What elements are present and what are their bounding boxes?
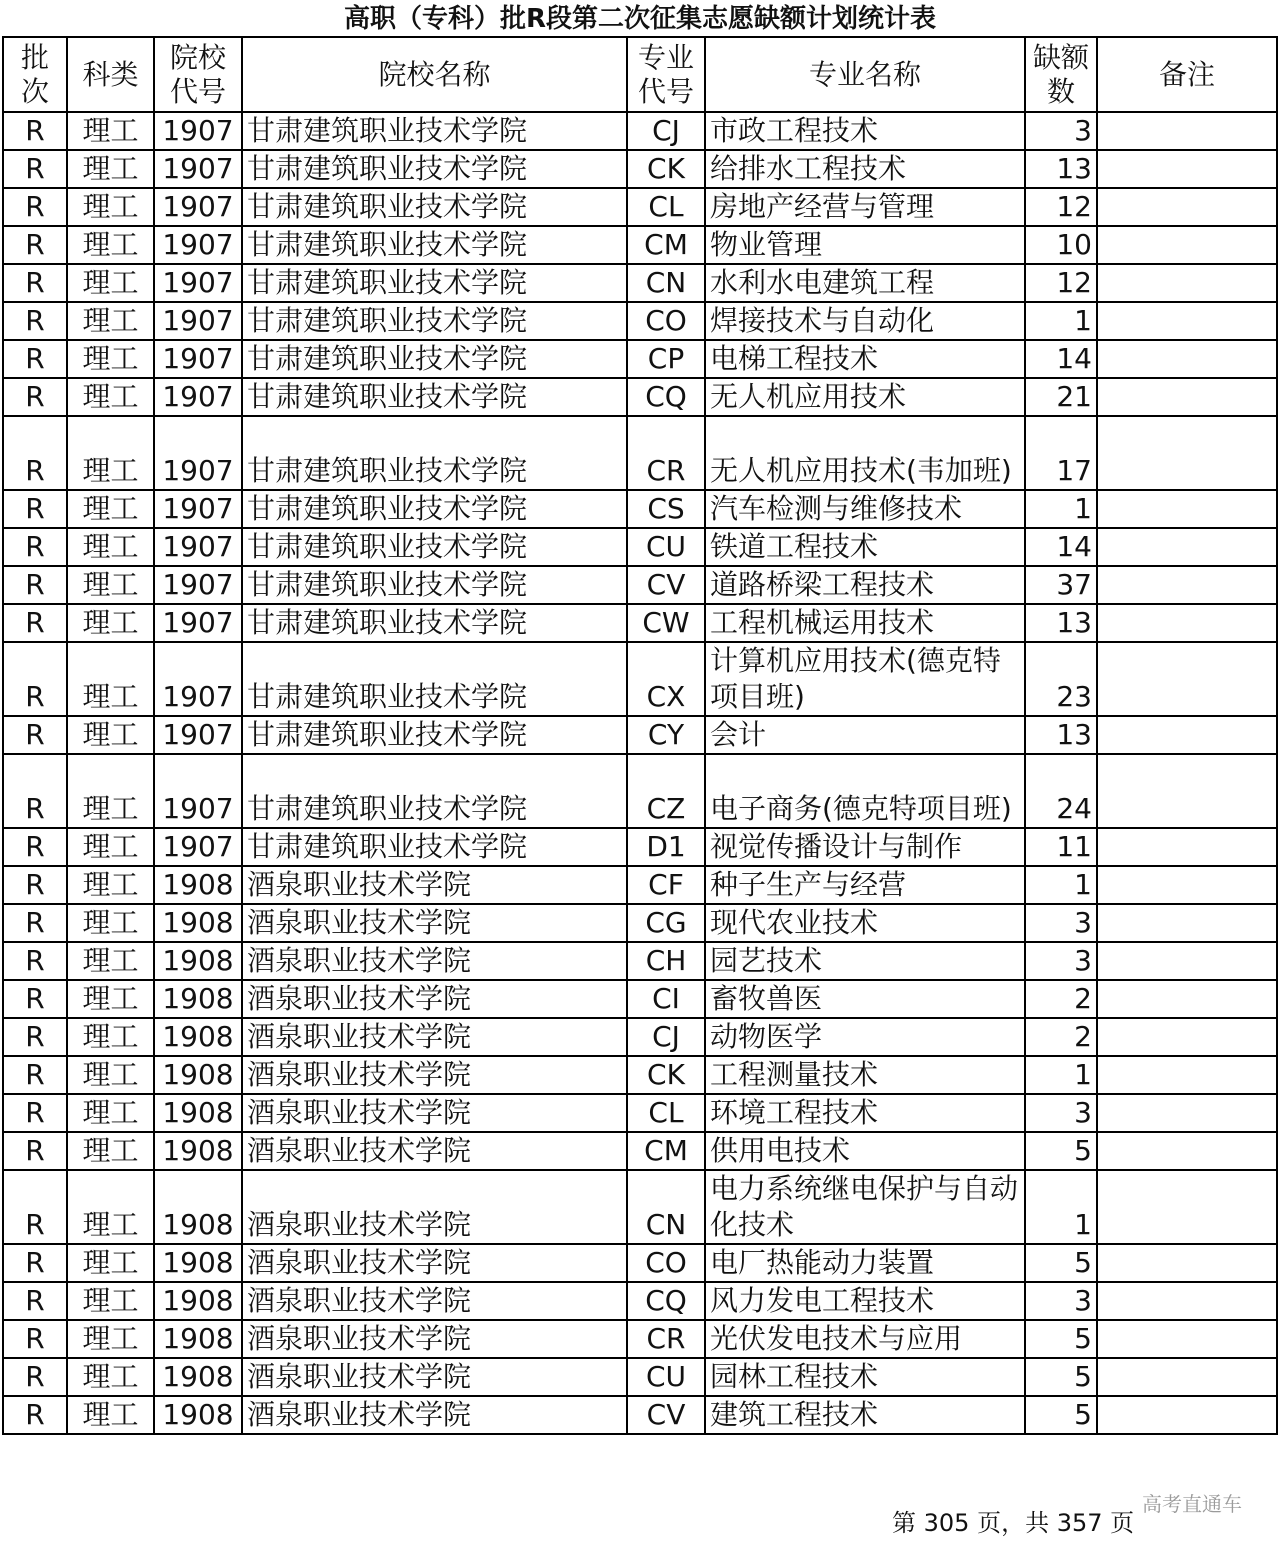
- cell-school-code: 1907: [154, 112, 242, 150]
- page-title: 高职（专科）批R段第二次征集志愿缺额计划统计表: [343, 4, 937, 34]
- cell-note: [1097, 904, 1277, 942]
- cell-major-name: 会计: [705, 716, 1025, 754]
- cell-school-code: 1908: [154, 1396, 242, 1434]
- cell-category: 理工: [67, 828, 154, 866]
- cell-category: 理工: [67, 188, 154, 226]
- cell-school-code: 1908: [154, 904, 242, 942]
- cell-major-name: 无人机应用技术: [705, 378, 1025, 416]
- cell-major-code: CN: [627, 1170, 705, 1244]
- cell-school-code: 1907: [154, 340, 242, 378]
- cell-major-name: 建筑工程技术: [705, 1396, 1025, 1434]
- cell-school-name: 甘肃建筑职业技术学院: [242, 264, 627, 302]
- cell-major-code: CR: [627, 1320, 705, 1358]
- cell-school-name: 甘肃建筑职业技术学院: [242, 226, 627, 264]
- cell-major-name: 电力系统继电保护与自动化技术: [705, 1170, 1025, 1244]
- cell-school-name: 甘肃建筑职业技术学院: [242, 566, 627, 604]
- cell-vacancy: 13: [1025, 716, 1097, 754]
- cell-major-name: 电梯工程技术: [705, 340, 1025, 378]
- header-school-name: 院校名称: [242, 37, 627, 112]
- cell-batch: R: [3, 490, 67, 528]
- cell-vacancy: 1: [1025, 1056, 1097, 1094]
- cell-school-code: 1907: [154, 378, 242, 416]
- cell-school-name: 甘肃建筑职业技术学院: [242, 112, 627, 150]
- cell-batch: R: [3, 1094, 67, 1132]
- table-row: [3, 416, 1277, 490]
- cell-school-code: 1908: [154, 866, 242, 904]
- cell-major-name: 市政工程技术: [705, 112, 1025, 150]
- cell-batch: R: [3, 1358, 67, 1396]
- table-row: [3, 378, 1277, 416]
- cell-vacancy: 14: [1025, 528, 1097, 566]
- table-row: [3, 1056, 1277, 1094]
- cell-school-code: 1907: [154, 264, 242, 302]
- table-row: [3, 1358, 1277, 1396]
- cell-note: [1097, 490, 1277, 528]
- cell-major-name: 道路桥梁工程技术: [705, 566, 1025, 604]
- cell-major-name: 工程测量技术: [705, 1056, 1025, 1094]
- cell-major-code: CN: [627, 264, 705, 302]
- cell-vacancy: 3: [1025, 942, 1097, 980]
- cell-vacancy: 1: [1025, 490, 1097, 528]
- cell-batch: R: [3, 642, 67, 716]
- cell-major-name: 电厂热能动力装置: [705, 1244, 1025, 1282]
- table-row: [3, 604, 1277, 642]
- cell-note: [1097, 716, 1277, 754]
- cell-note: [1097, 150, 1277, 188]
- cell-school-code: 1907: [154, 226, 242, 264]
- cell-major-name: 供用电技术: [705, 1132, 1025, 1170]
- cell-school-name: 甘肃建筑职业技术学院: [242, 754, 627, 828]
- cell-note: [1097, 340, 1277, 378]
- cell-major-code: CL: [627, 188, 705, 226]
- cell-note: [1097, 828, 1277, 866]
- table-row: [3, 1094, 1277, 1132]
- cell-batch: R: [3, 1396, 67, 1434]
- cell-school-code: 1907: [154, 716, 242, 754]
- cell-major-code: CZ: [627, 754, 705, 828]
- cell-school-name: 甘肃建筑职业技术学院: [242, 528, 627, 566]
- cell-vacancy: 10: [1025, 226, 1097, 264]
- cell-category: 理工: [67, 866, 154, 904]
- cell-vacancy: 5: [1025, 1396, 1097, 1434]
- cell-major-code: CI: [627, 980, 705, 1018]
- table-row: [3, 302, 1277, 340]
- table-row: [3, 1396, 1277, 1434]
- cell-category: 理工: [67, 112, 154, 150]
- cell-school-code: 1907: [154, 566, 242, 604]
- cell-category: 理工: [67, 1170, 154, 1244]
- cell-school-name: 酒泉职业技术学院: [242, 1094, 627, 1132]
- cell-note: [1097, 1056, 1277, 1094]
- cell-school-name: 甘肃建筑职业技术学院: [242, 340, 627, 378]
- cell-major-name: 计算机应用技术(德克特项目班): [705, 642, 1025, 716]
- cell-school-code: 1908: [154, 1018, 242, 1056]
- cell-category: 理工: [67, 642, 154, 716]
- cell-vacancy: 3: [1025, 112, 1097, 150]
- cell-batch: R: [3, 866, 67, 904]
- cell-school-code: 1908: [154, 1170, 242, 1244]
- cell-school-name: 甘肃建筑职业技术学院: [242, 716, 627, 754]
- table-row: [3, 828, 1277, 866]
- cell-school-name: 酒泉职业技术学院: [242, 1132, 627, 1170]
- table-row: [3, 1282, 1277, 1320]
- cell-note: [1097, 188, 1277, 226]
- cell-vacancy: 1: [1025, 1170, 1097, 1244]
- cell-vacancy: 12: [1025, 264, 1097, 302]
- cell-school-code: 1907: [154, 828, 242, 866]
- cell-category: 理工: [67, 264, 154, 302]
- cell-note: [1097, 264, 1277, 302]
- table-row: [3, 528, 1277, 566]
- cell-note: [1097, 1358, 1277, 1396]
- cell-major-code: CH: [627, 942, 705, 980]
- header-category: 科类: [67, 37, 154, 112]
- cell-category: 理工: [67, 716, 154, 754]
- cell-school-name: 酒泉职业技术学院: [242, 1396, 627, 1434]
- cell-batch: R: [3, 416, 67, 490]
- table-row: [3, 490, 1277, 528]
- cell-category: 理工: [67, 754, 154, 828]
- table-row: [3, 942, 1277, 980]
- cell-batch: R: [3, 264, 67, 302]
- table-row: [3, 150, 1277, 188]
- cell-category: 理工: [67, 340, 154, 378]
- cell-batch: R: [3, 226, 67, 264]
- cell-major-name: 工程机械运用技术: [705, 604, 1025, 642]
- cell-school-name: 酒泉职业技术学院: [242, 1018, 627, 1056]
- cell-major-code: CJ: [627, 1018, 705, 1056]
- cell-batch: R: [3, 150, 67, 188]
- cell-vacancy: 11: [1025, 828, 1097, 866]
- table-row: [3, 642, 1277, 716]
- cell-category: 理工: [67, 1094, 154, 1132]
- cell-school-name: 甘肃建筑职业技术学院: [242, 642, 627, 716]
- cell-major-name: 光伏发电技术与应用: [705, 1320, 1025, 1358]
- header-vacancy: 缺额数: [1025, 37, 1097, 112]
- cell-vacancy: 2: [1025, 980, 1097, 1018]
- cell-vacancy: 24: [1025, 754, 1097, 828]
- cell-vacancy: 21: [1025, 378, 1097, 416]
- cell-batch: R: [3, 1320, 67, 1358]
- cell-category: 理工: [67, 378, 154, 416]
- cell-major-name: 水利水电建筑工程: [705, 264, 1025, 302]
- cell-major-name: 给排水工程技术: [705, 150, 1025, 188]
- cell-school-code: 1908: [154, 1244, 242, 1282]
- cell-major-code: CJ: [627, 112, 705, 150]
- cell-note: [1097, 642, 1277, 716]
- cell-major-code: CF: [627, 866, 705, 904]
- cell-category: 理工: [67, 1056, 154, 1094]
- cell-major-name: 铁道工程技术: [705, 528, 1025, 566]
- cell-batch: R: [3, 904, 67, 942]
- cell-category: 理工: [67, 566, 154, 604]
- cell-school-name: 酒泉职业技术学院: [242, 942, 627, 980]
- table-row: [3, 1170, 1277, 1244]
- table-row: [3, 866, 1277, 904]
- cell-major-code: CW: [627, 604, 705, 642]
- table-row: [3, 1320, 1277, 1358]
- cell-major-name: 电子商务(德克特项目班): [705, 754, 1025, 828]
- cell-batch: R: [3, 528, 67, 566]
- cell-major-name: 无人机应用技术(韦加班): [705, 416, 1025, 490]
- cell-note: [1097, 942, 1277, 980]
- cell-vacancy: 13: [1025, 150, 1097, 188]
- cell-school-name: 酒泉职业技术学院: [242, 1320, 627, 1358]
- table-row: [3, 340, 1277, 378]
- cell-note: [1097, 528, 1277, 566]
- cell-major-code: CP: [627, 340, 705, 378]
- cell-major-name: 动物医学: [705, 1018, 1025, 1056]
- cell-note: [1097, 566, 1277, 604]
- table-row: [3, 1244, 1277, 1282]
- cell-category: 理工: [67, 226, 154, 264]
- cell-school-code: 1907: [154, 416, 242, 490]
- cell-major-name: 现代农业技术: [705, 904, 1025, 942]
- cell-vacancy: 3: [1025, 904, 1097, 942]
- cell-school-name: 酒泉职业技术学院: [242, 904, 627, 942]
- cell-batch: R: [3, 1018, 67, 1056]
- cell-school-name: 酒泉职业技术学院: [242, 1244, 627, 1282]
- cell-school-name: 酒泉职业技术学院: [242, 866, 627, 904]
- cell-major-code: CQ: [627, 1282, 705, 1320]
- vacancy-table: [2, 36, 1278, 1435]
- cell-school-code: 1908: [154, 1056, 242, 1094]
- cell-major-code: D1: [627, 828, 705, 866]
- cell-school-code: 1907: [154, 642, 242, 716]
- cell-school-code: 1907: [154, 302, 242, 340]
- cell-school-code: 1908: [154, 980, 242, 1018]
- cell-batch: R: [3, 980, 67, 1018]
- cell-batch: R: [3, 604, 67, 642]
- cell-school-name: 甘肃建筑职业技术学院: [242, 302, 627, 340]
- cell-major-code: CO: [627, 302, 705, 340]
- cell-school-name: 甘肃建筑职业技术学院: [242, 604, 627, 642]
- cell-vacancy: 3: [1025, 1094, 1097, 1132]
- header-batch: 批次: [3, 37, 67, 112]
- cell-category: 理工: [67, 150, 154, 188]
- table-row: [3, 904, 1277, 942]
- cell-school-code: 1908: [154, 1132, 242, 1170]
- table-row: [3, 980, 1277, 1018]
- cell-category: 理工: [67, 1132, 154, 1170]
- cell-school-code: 1907: [154, 754, 242, 828]
- cell-school-name: 酒泉职业技术学院: [242, 1170, 627, 1244]
- cell-batch: R: [3, 1132, 67, 1170]
- cell-school-code: 1907: [154, 150, 242, 188]
- cell-vacancy: 23: [1025, 642, 1097, 716]
- cell-category: 理工: [67, 1320, 154, 1358]
- cell-batch: R: [3, 188, 67, 226]
- cell-category: 理工: [67, 302, 154, 340]
- cell-major-name: 焊接技术与自动化: [705, 302, 1025, 340]
- cell-vacancy: 1: [1025, 302, 1097, 340]
- cell-major-name: 风力发电工程技术: [705, 1282, 1025, 1320]
- cell-major-code: CU: [627, 528, 705, 566]
- cell-note: [1097, 754, 1277, 828]
- cell-note: [1097, 302, 1277, 340]
- cell-batch: R: [3, 112, 67, 150]
- cell-batch: R: [3, 1056, 67, 1094]
- header-major-name: 专业名称: [705, 37, 1025, 112]
- cell-major-code: CK: [627, 150, 705, 188]
- cell-note: [1097, 1282, 1277, 1320]
- table-header-row: [3, 37, 1277, 112]
- header-major-code: 专业代号: [627, 37, 705, 112]
- table-row: [3, 188, 1277, 226]
- cell-major-name: 畜牧兽医: [705, 980, 1025, 1018]
- table-row: [3, 754, 1277, 828]
- cell-batch: R: [3, 1282, 67, 1320]
- cell-batch: R: [3, 1244, 67, 1282]
- cell-batch: R: [3, 1170, 67, 1244]
- cell-category: 理工: [67, 1358, 154, 1396]
- cell-note: [1097, 226, 1277, 264]
- cell-school-name: 酒泉职业技术学院: [242, 1282, 627, 1320]
- table-row: [3, 264, 1277, 302]
- header-note: 备注: [1097, 37, 1277, 112]
- cell-school-code: 1907: [154, 528, 242, 566]
- cell-category: 理工: [67, 416, 154, 490]
- cell-major-name: 园艺技术: [705, 942, 1025, 980]
- cell-vacancy: 2: [1025, 1018, 1097, 1056]
- cell-major-code: CL: [627, 1094, 705, 1132]
- cell-major-code: CR: [627, 416, 705, 490]
- cell-major-code: CM: [627, 1132, 705, 1170]
- cell-major-code: CV: [627, 1396, 705, 1434]
- table-row: [3, 1018, 1277, 1056]
- table-row: [3, 566, 1277, 604]
- cell-note: [1097, 866, 1277, 904]
- cell-category: 理工: [67, 528, 154, 566]
- cell-major-code: CM: [627, 226, 705, 264]
- cell-note: [1097, 378, 1277, 416]
- watermark: 高考直通车: [1142, 1492, 1242, 1516]
- cell-batch: R: [3, 566, 67, 604]
- cell-category: 理工: [67, 1282, 154, 1320]
- cell-school-name: 酒泉职业技术学院: [242, 1358, 627, 1396]
- cell-note: [1097, 1018, 1277, 1056]
- cell-major-name: 视觉传播设计与制作: [705, 828, 1025, 866]
- cell-school-name: 酒泉职业技术学院: [242, 980, 627, 1018]
- cell-major-code: CQ: [627, 378, 705, 416]
- cell-note: [1097, 604, 1277, 642]
- cell-batch: R: [3, 302, 67, 340]
- cell-note: [1097, 416, 1277, 490]
- cell-school-code: 1907: [154, 188, 242, 226]
- cell-vacancy: 12: [1025, 188, 1097, 226]
- cell-batch: R: [3, 340, 67, 378]
- cell-note: [1097, 112, 1277, 150]
- cell-category: 理工: [67, 904, 154, 942]
- table-row: [3, 226, 1277, 264]
- cell-vacancy: 5: [1025, 1244, 1097, 1282]
- cell-vacancy: 5: [1025, 1132, 1097, 1170]
- cell-category: 理工: [67, 980, 154, 1018]
- cell-major-name: 房地产经营与管理: [705, 188, 1025, 226]
- cell-major-code: CK: [627, 1056, 705, 1094]
- cell-major-code: CU: [627, 1358, 705, 1396]
- cell-category: 理工: [67, 1018, 154, 1056]
- cell-batch: R: [3, 716, 67, 754]
- cell-vacancy: 3: [1025, 1282, 1097, 1320]
- cell-school-name: 甘肃建筑职业技术学院: [242, 378, 627, 416]
- cell-major-name: 园林工程技术: [705, 1358, 1025, 1396]
- cell-school-code: 1908: [154, 1320, 242, 1358]
- cell-category: 理工: [67, 1244, 154, 1282]
- cell-school-name: 酒泉职业技术学院: [242, 1056, 627, 1094]
- cell-school-name: 甘肃建筑职业技术学院: [242, 490, 627, 528]
- cell-vacancy: 5: [1025, 1358, 1097, 1396]
- cell-major-code: CS: [627, 490, 705, 528]
- cell-vacancy: 1: [1025, 866, 1097, 904]
- cell-category: 理工: [67, 1396, 154, 1434]
- cell-major-name: 环境工程技术: [705, 1094, 1025, 1132]
- cell-note: [1097, 1244, 1277, 1282]
- cell-school-code: 1908: [154, 1358, 242, 1396]
- cell-note: [1097, 1320, 1277, 1358]
- cell-note: [1097, 980, 1277, 1018]
- cell-major-code: CO: [627, 1244, 705, 1282]
- cell-major-code: CG: [627, 904, 705, 942]
- cell-major-name: 物业管理: [705, 226, 1025, 264]
- cell-major-name: 汽车检测与维修技术: [705, 490, 1025, 528]
- cell-vacancy: 14: [1025, 340, 1097, 378]
- cell-vacancy: 17: [1025, 416, 1097, 490]
- cell-school-code: 1908: [154, 942, 242, 980]
- cell-batch: R: [3, 828, 67, 866]
- cell-major-code: CV: [627, 566, 705, 604]
- cell-school-name: 甘肃建筑职业技术学院: [242, 150, 627, 188]
- cell-major-name: 种子生产与经营: [705, 866, 1025, 904]
- cell-note: [1097, 1170, 1277, 1244]
- cell-note: [1097, 1132, 1277, 1170]
- cell-school-code: 1908: [154, 1282, 242, 1320]
- cell-school-code: 1907: [154, 604, 242, 642]
- cell-batch: R: [3, 942, 67, 980]
- cell-category: 理工: [67, 604, 154, 642]
- cell-school-code: 1907: [154, 490, 242, 528]
- page-number: 第 305 页，共 357 页: [892, 1509, 1135, 1537]
- cell-batch: R: [3, 754, 67, 828]
- cell-category: 理工: [67, 490, 154, 528]
- cell-school-name: 甘肃建筑职业技术学院: [242, 188, 627, 226]
- table-row: [3, 1132, 1277, 1170]
- cell-note: [1097, 1396, 1277, 1434]
- cell-school-name: 甘肃建筑职业技术学院: [242, 828, 627, 866]
- cell-school-code: 1908: [154, 1094, 242, 1132]
- table-row: [3, 716, 1277, 754]
- header-school-code: 院校代号: [154, 37, 242, 112]
- cell-batch: R: [3, 378, 67, 416]
- cell-note: [1097, 1094, 1277, 1132]
- cell-vacancy: 5: [1025, 1320, 1097, 1358]
- cell-major-code: CY: [627, 716, 705, 754]
- table-row: [3, 112, 1277, 150]
- cell-vacancy: 13: [1025, 604, 1097, 642]
- cell-category: 理工: [67, 942, 154, 980]
- cell-vacancy: 37: [1025, 566, 1097, 604]
- cell-major-code: CX: [627, 642, 705, 716]
- cell-school-name: 甘肃建筑职业技术学院: [242, 416, 627, 490]
